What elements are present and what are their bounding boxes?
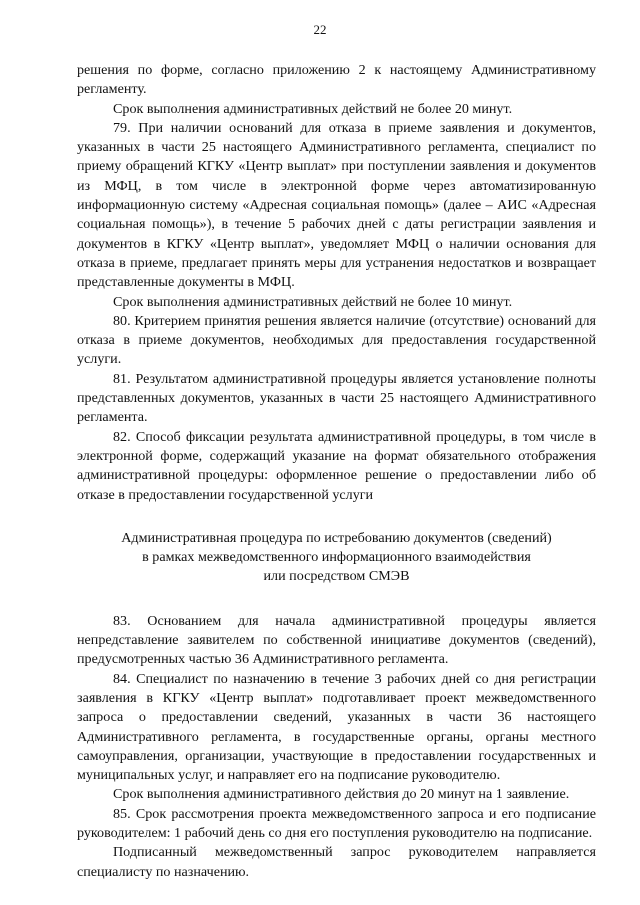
paragraph-deadline-10: Срок выполнения административных действий не более 10 минут. — [113, 293, 513, 310]
paragraph-79: 79. При наличии оснований для отказа в приеме заявления и документов, указанных в части 25 настоящего Административного регламента, специалист по приему обращений КГКУ «Центр выплат» при поступлении заявления и документов из МФЦ, в том числе в электронной форме через автоматизированную информационную систему «Адресная социальная помощь» (далее – АИС «Адресная социальная помощь»), в течение 5 рабочих дней с даты регистрации заявления и документов в КГКУ «Центр выплат», уведомляет МФЦ о наличии основания для отказа в приеме, предлагает принять меры для устранения недостатков и возвращает представленные документы в МФЦ. — [77, 119, 596, 291]
page-content — [77, 61, 596, 882]
section-heading — [77, 529, 596, 587]
page-number: 22 — [313, 22, 327, 37]
section-heading-line: в рамках межведомственного информационного взаимодействия — [142, 549, 531, 566]
section-heading-line: или посредством СМЭВ — [263, 568, 410, 585]
paragraph-82: 82. Способ фиксации результата административной процедуры, в том числе в электронной форме, содержащий указание на формат обязательного отображения административной процедуры: оформленное решение о предоставлении либо об отказе в предоставлении государственной услуги — [77, 428, 596, 503]
section-heading-line: Административная процедура по истребованию документов (сведений) — [121, 529, 552, 546]
paragraph-83: 83. Основанием для начала административной процедуры является непредставление заявителем по собственной инициативе документов (сведений), предусмотренных частью 36 Административного регламента. — [77, 612, 596, 668]
paragraph-84: 84. Специалист по назначению в течение 3 рабочих дней со дня регистрации заявления в КГКУ «Центр выплат» подготавливает проект межведомственного запроса о предоставлении сведений, указанных в части 36 настоящего Административного регламента, в государственные органы, органы местного самоуправления, организации, участвующие в предоставлении государственных и муниципальных услуг, и направляет его на подписание руководителю. — [77, 670, 596, 784]
paragraph-85: 85. Срок рассмотрения проекта межведомственного запроса и его подписание руководителем: 1 рабочий день со дня его поступления руководителю на подписание. — [77, 805, 596, 841]
paragraph-81: 81. Результатом административной процедуры является установление полноты представленных документов, указанных в части 25 настоящего Административного регламента. — [77, 370, 596, 426]
paragraph-80: 80. Критерием принятия решения является наличие (отсутствие) оснований для отказа в приеме документов, необходимых для предоставления государственной услуги. — [77, 312, 596, 368]
paragraph-deadline-action: Срок выполнения административного действия до 20 минут на 1 заявление. — [113, 786, 570, 803]
paragraph-signed-request: Подписанный межведомственный запрос руководителем направляется специалисту по назначению. — [77, 844, 596, 880]
paragraph-deadline-20: Срок выполнения административных действий не более 20 минут. — [113, 100, 513, 117]
paragraph-continuation: решения по форме, согласно приложению 2 к настоящему Административному регламенту. — [77, 62, 596, 98]
